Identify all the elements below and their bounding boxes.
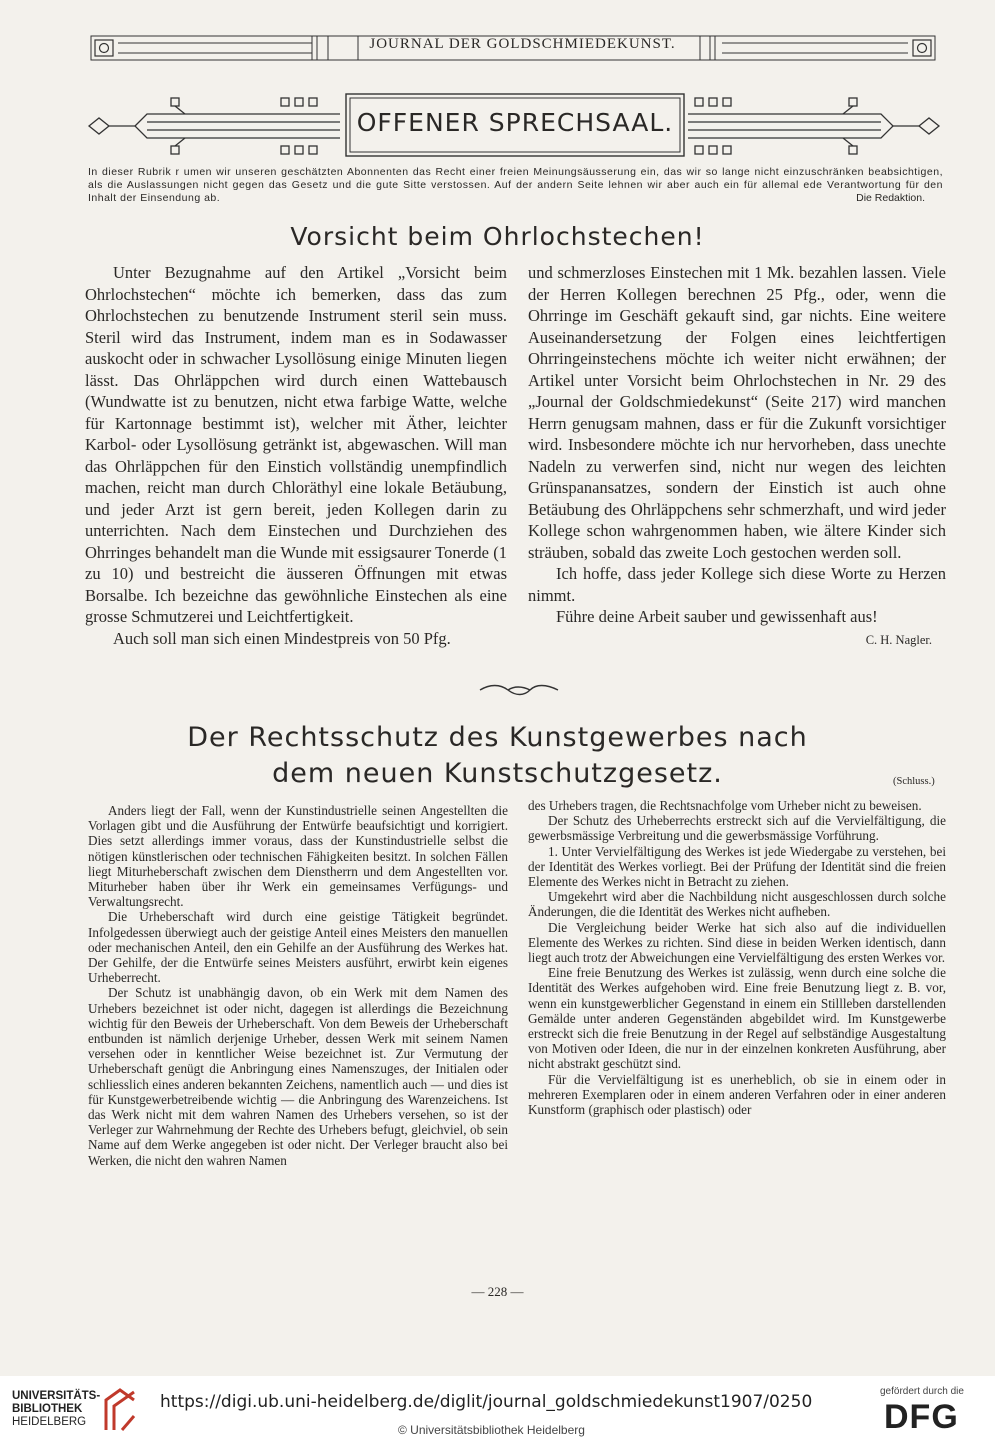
article2-paragraph: Der Schutz des Urheberrechts erstreckt sich auf die Vervielfältigung, die gewerbsmässige Verbreitung und die gewerbsmässige Vorführung. bbox=[528, 813, 946, 844]
library-line: BIBLIOTHEK bbox=[12, 1403, 83, 1415]
article2-paragraph: Die Urheberschaft wird durch eine geistige Tätigkeit begründet. Infolgedessen überwiegt auch der geistige Anteil eines Meisters den manuellen oder mechanischen Anteil, den ein Gehilfe an der Ausführung des Werkes hat. Der Gehilfe, der die Entwürfe seines Meisters ausführt, erwirbt kein eigenes Urheberrecht. bbox=[88, 909, 508, 986]
banner-ornament-left bbox=[85, 92, 345, 160]
library-logo-icon bbox=[100, 1386, 140, 1436]
library-line: UNIVERSITÄTS- bbox=[12, 1390, 101, 1402]
editorial-note: In dieser Rubrik r umen wir unseren geschätzten Abonnenten das Recht einer freien Meinungsäusserung ein, das wir so lange nicht einzuschränken beabsichtigen, als die Auslassungen nicht gegen das Gesetz und die gute Sitte verstossen. Auf der andern Seite lehnen wir aber auch ein für allemal ede Verantwortung für den Inhalt der Einsendung ab. bbox=[88, 166, 943, 204]
copyright-notice: © Universitätsbibliothek Heidelberg bbox=[398, 1423, 585, 1437]
article1-author: C. H. Nagler. bbox=[865, 632, 932, 647]
journal-title: JOURNAL DER GOLDSCHMIEDEKUNST. bbox=[369, 36, 676, 52]
article2-column-right bbox=[528, 798, 946, 1117]
article1-paragraph: Unter Bezugnahme auf den Artikel „Vorsicht beim Ohrlochstechen“ möchte ich bemerken, dass das zum Ohrlochstechen zu benutzende Instrument steril sein muss. Steril wird das Instrument, indem man es in Sodawasser auskocht oder in schwacher Lysollösung einige Minuten liegen lässt. Das Ohrläppchen wird durch einen Wattebausch (Wundwatte ist zu benutzen, nicht etwa farbige Watte, welche für Kartonnage bestimmt ist), welcher mit Äther, leichter Karbol- oder Lysollösung getränkt ist, abgewaschen. Will man das Ohrläppchen für den Einstich vollständig unempfindlich machen, reicht man durch Chloräthyl eine lokale Betäubung, und jeder Arzt ist gern bereit, jeden Kollegen darin zu unterrichten. Nach dem Einstechen und Durchziehen des Ohrringes behandelt man die Wunde mit essigsaurer Tonerde (1 zu 10) und bestreicht die äusseren Öffnungen mit etwas Borsalbe. Ich bezeichne das gewöhnliche Einstechen als eine grosse Schmutzerei und Leichtfertigkeit. bbox=[85, 263, 507, 626]
dfg-logo: DFG bbox=[884, 1398, 959, 1436]
page-number: — 228 — bbox=[471, 1284, 524, 1299]
library-logo-text bbox=[12, 1390, 100, 1429]
article1-paragraph: und schmerzloses Einstechen mit 1 Mk. bezahlen lassen. Viele der Herren Kollegen berechnen 25 Pfg., oder, wenn die Ohrringe im Geschäft gekauft sind, gar nichts. Eine weitere Auseinandersetzung der Folgen eines leichtfertigen Ohrringeinstechens möchte ich weiter nicht erwähnen; der Artikel unter Vorsicht beim Ohrlochstechen in Nr. 29 des „Journal der Goldschmiedekunst“ (Seite 217) wird manchen Herrn genugsam mahnen, dass er für die Zukunft vorsichtiger wird. Insbesondere möchte ich nur hervorheben, dass unechte Nadeln zu verwerfen sind, nicht nur wegen des leichten Grünspanansatzes, sondern der Einstich ist auch ohne Betäubung des Ohrläppchens sehr schmerzhaft, und wird jeder Kollege schon wahrgenommen haben, wie ältere Kinder sich sträuben, sobald das zweite Loch gestochen werden soll. bbox=[528, 263, 946, 562]
article1-title: Vorsicht beim Ohrlochstechen! bbox=[290, 222, 705, 251]
article2-paragraph: des Urhebers tragen, die Rechtsnachfolge vom Urheber nicht zu beweisen. bbox=[528, 798, 922, 813]
article2-paragraph: Für die Vervielfältigung ist es unerheblich, ob sie in einem oder in mehreren Exemplaren oder in einem anderen Verfahren oder in einer anderen Kunstform (graphisch oder plastisch) oder bbox=[528, 1071, 946, 1118]
ornament-divider bbox=[478, 683, 560, 697]
library-line: HEIDELBERG bbox=[12, 1416, 87, 1428]
article2-paragraph: 1. Unter Vervielfältigung des Werkes ist jede Wiedergabe zu verstehen, bei der Identität des Werkes vorliegt. Bei der Prüfung der Identität sind die freien Elemente des Werkes nicht in Betracht zu ziehen. bbox=[528, 843, 946, 890]
article2-title-line1: Der Rechtsschutz des Kunstgewerbes nach bbox=[187, 722, 808, 753]
digitization-footer bbox=[0, 1376, 995, 1450]
article1-column-right bbox=[528, 262, 946, 651]
funding-label: gefördert durch die bbox=[880, 1386, 964, 1397]
article1-paragraph: Ich hoffe, dass jeder Kollege sich diese Worte zu Herzen nimmt. bbox=[528, 564, 946, 605]
article2-paragraph: Der Schutz ist unabhängig davon, ob ein Werk mit dem Namen des Urhebers bezeichnet ist oder nicht, dagegen ist allerdings die Bezeichnung wichtig für den Beweis der Urheberschaft. Von dem Beweis der Urheberschaft entbunden ist nämlich derjenige Urheber, dessen Werk mit seinem Namen versehen oder in kenntlicher Weise bezeichnet ist. Zur Vermutung der Urheberschaft genügt die Anbringung eines Namenszuges, der Initialen oder schliesslich eines anderen bekannten Zeichens, namentlich auch — und dies ist für Kunstgewerbetreibende wichtig — die Anbringung des Warenzeichens. Ist das Werk nicht mit dem wahren Namen des Urhebers versehen, so ist der Verleger zur Wahrnehmung der Rechte des Urhebers befugt, gleichviel, ob sein Name auf dem Werke angegeben ist oder nicht. Der Verleger braucht also bei Werken, die nicht den wahren Namen bbox=[88, 985, 508, 1168]
article2-paragraph: Eine freie Benutzung des Werkes ist zulässig, wenn durch eine solche die Identität des Werkes aufgehoben wird. Eine freie Benutzung liegt z. B. vor, wenn ein kunstgewerblicher Gegenstand in einem ein Stillleben darstellenden Gemälde unter anderen Gegenständen abgebildet wird. Im Kunstgewerbe erstreckt sich die freie Benutzung in der Regel auf selbständige Ausgestaltung von Motiven oder Ideen, die nur in der einzelnen konkreten Ausführung, aber nicht abstrakt geschützt sind. bbox=[528, 965, 946, 1072]
article1-paragraph: Führe deine Arbeit sauber und gewissenhaft aus! bbox=[556, 607, 878, 626]
article2-paragraph: Die Vergleichung beider Werke hat sich also auf die individuellen Elemente des Werkes zu richten. Sind diese in beiden Werken identisch, dann liegt auch trotz der Abweichungen eine Vervielfältigung des ersten Werkes vor. bbox=[528, 919, 946, 966]
article2-title-line2: dem neuen Kunstschutzgesetz. bbox=[272, 758, 723, 789]
section-title: OFFENER SPRECHSAAL. bbox=[356, 108, 674, 137]
editorial-signature: Die Redaktion. bbox=[856, 192, 925, 204]
article2-paragraph: Anders liegt der Fall, wenn der Kunstindustrielle seinen Angestellten die Vorlagen gibt und die Ausführung der Entwürfe beaufsichtigt und korrigiert. Dies setzt allerdings immer voraus, dass der Kunstindustrielle selbst die nötigen künstlerischen oder technischen Fähigkeiten besitzt. In solchen Fällen liegt Miturheberschaft zwischen dem Dienstherrn und dem Angestellten vor. Miturheber haben über ihr Werk ein gemeinsames Verfügungs- und Verwaltungsrecht. bbox=[88, 803, 508, 910]
article2-paragraph: Umgekehrt wird aber die Nachbildung nicht ausgeschlossen durch solche Änderungen, die die Identität des Werkes nicht aufheben. bbox=[528, 889, 946, 920]
article2-column-left bbox=[88, 803, 508, 1168]
article1-paragraph: Auch soll man sich einen Mindestpreis von 50 Pfg. bbox=[113, 628, 451, 648]
permalink-url[interactable]: https://digi.ub.uni-heidelberg.de/diglit/journal_goldschmiedekunst1907/0250 bbox=[160, 1392, 813, 1412]
banner-ornament-right bbox=[683, 92, 943, 160]
continuation-note: (Schluss.) bbox=[893, 776, 935, 787]
article2-title bbox=[60, 720, 935, 792]
article1-column-left bbox=[85, 262, 507, 649]
